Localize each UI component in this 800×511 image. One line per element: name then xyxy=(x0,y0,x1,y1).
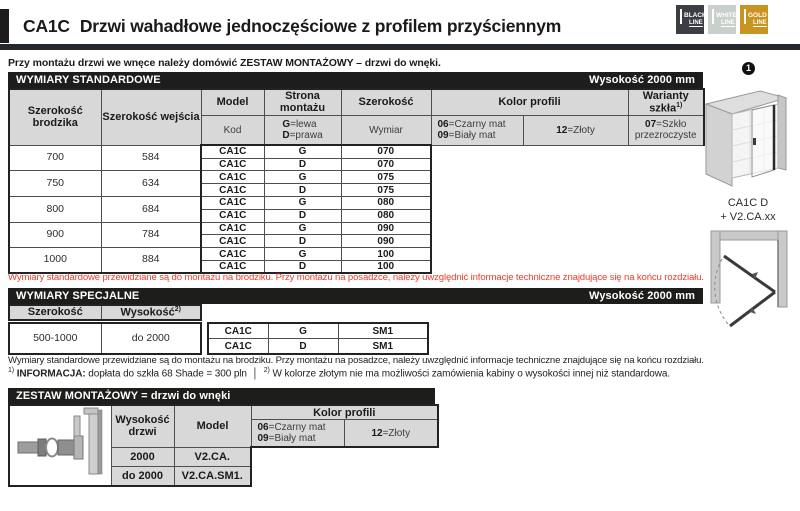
code-09: 09 xyxy=(257,433,269,445)
width-code: 075 xyxy=(341,184,431,197)
subheader-strona xyxy=(264,115,341,145)
wejscie-value: 684 xyxy=(101,197,201,223)
code-d: D xyxy=(282,130,290,142)
col-header-model: Model xyxy=(174,405,251,447)
footnote-marker: 2) xyxy=(174,306,181,314)
label-bialy-mat: =Biały mat xyxy=(268,433,316,445)
model-code: CA1C xyxy=(201,197,264,210)
door-swing-top-view-diagram xyxy=(708,228,790,345)
separator: │ xyxy=(252,368,259,380)
col-header-strona: Strona montażu xyxy=(264,89,341,115)
width-code: 070 xyxy=(341,145,431,158)
width-code: SM1 xyxy=(338,323,428,339)
door-swing-icon xyxy=(708,228,790,340)
badge-bar-icon xyxy=(680,9,682,24)
label-prawa: =prawa xyxy=(289,130,323,142)
badge-label: LINE xyxy=(689,20,703,26)
footnote-marker-1: 1) xyxy=(8,367,15,374)
width-code: 100 xyxy=(341,248,431,261)
col-header-wejscie: Szerokość wejścia xyxy=(101,89,201,145)
label-szklo: =Szkło xyxy=(656,119,687,131)
width-code: 080 xyxy=(341,209,431,222)
zestaw-section-bar xyxy=(8,388,435,404)
width-code: 090 xyxy=(341,222,431,235)
side-code: G xyxy=(264,145,341,158)
mounting-profile-drawing xyxy=(10,406,110,480)
footnote-text-2: W kolorze złotym nie ma możliwości zamówienia kabiny o wysokości innej niż standardowa. xyxy=(269,368,671,380)
brodzik-value: 750 xyxy=(9,171,101,197)
wejscie-value: 584 xyxy=(101,145,201,171)
footnote-marker-2: 2) xyxy=(263,367,270,374)
page-header xyxy=(0,9,561,43)
model-code: CA1C xyxy=(201,171,264,184)
footnote-marker: 1) xyxy=(676,102,683,110)
model-code: CA1C xyxy=(201,222,264,235)
code-g: G xyxy=(282,119,291,131)
subheader-kolor-12 xyxy=(344,420,438,448)
label-przezroczyste: przezroczyste xyxy=(634,130,697,142)
section-height-label: Wysokość 2000 mm xyxy=(589,74,695,86)
width-code: 100 xyxy=(341,261,431,274)
intro-note-bold: ZESTAW MONTAŻOWY – drzwi do wnęki. xyxy=(240,57,441,69)
wysokosc-label: Wysokość xyxy=(120,306,175,319)
intro-note-text: Przy montażu drzwi we wnęce należy domówić xyxy=(8,57,241,69)
badge-label: WHITE xyxy=(716,12,737,19)
side-code: D xyxy=(264,209,341,222)
model-code: CA1C xyxy=(201,261,264,274)
side-code: G xyxy=(264,197,341,210)
model-code: CA1C xyxy=(208,339,268,355)
label-czarny-mat: =Czarny mat xyxy=(268,422,326,434)
brodzik-value: 1000 xyxy=(9,248,101,274)
special-note: Wymiary standardowe przewidziane są do montażu na brodziku. Przy montażu na posadzce, należy uwzględnić informacje techniczne znajdujące się na końcu rozdziału. xyxy=(8,355,704,366)
side-code: D xyxy=(264,235,341,248)
label-lewa: =lewa xyxy=(290,119,317,131)
model-code: CA1C xyxy=(201,235,264,248)
col-header-model: Model xyxy=(201,89,264,115)
standard-dimensions-table xyxy=(8,88,705,274)
standard-note-red: Wymiary standardowe przewidziane są do montażu na brodziku. Przy montażu na posadzce, należy uwzględnić informacje techniczne znajdujące się na końcu rozdziału. xyxy=(8,272,704,283)
code-12: 12 xyxy=(556,124,568,136)
model-code: CA1C xyxy=(201,248,264,261)
szerokosc-value: 500-1000 xyxy=(9,323,101,354)
side-code: D xyxy=(264,261,341,274)
special-dimensions-table xyxy=(8,322,705,355)
shower-door-3d-illustration xyxy=(700,78,796,201)
product-title: Drzwi wahadłowe jednoczęściowe z profilem przyściennym xyxy=(79,15,562,36)
diagram-caption-line2: + V2.CA.xx xyxy=(720,210,776,223)
special-header-table xyxy=(8,304,704,321)
wejscie-value: 784 xyxy=(101,222,201,248)
side-code: G xyxy=(264,171,341,184)
col-header-kolor: Kolor profili xyxy=(431,89,628,115)
table-row xyxy=(9,323,704,339)
width-code: SM1 xyxy=(338,339,428,355)
table-row xyxy=(9,222,704,235)
page-title xyxy=(9,16,561,37)
col-header-wysokosc-drzwi: Wysokość drzwi xyxy=(111,405,174,447)
section-title: WYMIARY STANDARDOWE xyxy=(16,74,161,86)
model-code: CA1C xyxy=(201,158,264,171)
intro-note xyxy=(8,57,441,69)
header-divider xyxy=(0,44,800,50)
informacja-label: INFORMACJA: xyxy=(16,368,86,380)
subheader-kolor-0609 xyxy=(431,115,523,145)
diagram-caption xyxy=(700,197,796,225)
col-header-warianty xyxy=(628,89,704,115)
label-zloty: =Złoty xyxy=(567,124,595,136)
kit-model-value: V2.CA.SM1. xyxy=(174,466,251,485)
warianty-label: Warianty szkła xyxy=(642,90,689,115)
code-12: 12 xyxy=(371,427,383,439)
width-code: 090 xyxy=(341,235,431,248)
col-header-szerokosc: Szerokość xyxy=(9,305,101,320)
blackline-badge xyxy=(676,5,707,34)
badge-bar-icon xyxy=(712,9,714,24)
col-header-brodzik: Szerokość brodzika xyxy=(9,89,101,145)
diagram-caption-line1: CA1C D xyxy=(727,197,769,209)
width-code: 070 xyxy=(341,158,431,171)
wejscie-value: 884 xyxy=(101,248,201,274)
number-1-badge: 1 xyxy=(742,62,755,75)
badge-label: LINE xyxy=(721,20,735,26)
footnote-text-1: dopłata do szkła 68 Shade = 300 pln xyxy=(85,368,247,380)
width-code: 075 xyxy=(341,171,431,184)
special-section-bar xyxy=(8,288,703,304)
model-code: CA1C xyxy=(201,184,264,197)
mounting-profile-drawing-cell xyxy=(9,405,111,486)
table-header-row xyxy=(9,89,704,115)
badge-label: BLACK xyxy=(684,12,707,19)
col-header-kolor: Kolor profili xyxy=(251,405,438,420)
code-06: 06 xyxy=(437,119,449,131)
wejscie-value: 634 xyxy=(101,171,201,197)
col-header-szerokosc: Szerokość xyxy=(341,89,431,115)
section-title: ZESTAW MONTAŻOWY = drzwi do wnęki xyxy=(16,390,231,402)
brodzik-value: 700 xyxy=(9,145,101,171)
zestaw-table xyxy=(8,404,439,487)
footnote-line xyxy=(8,367,670,379)
table-header-row xyxy=(9,405,438,420)
goldline-badge xyxy=(740,5,768,34)
model-code: CA1C xyxy=(208,323,268,339)
code-06: 06 xyxy=(257,422,269,434)
model-code: CA1C xyxy=(201,209,264,222)
table-row xyxy=(9,248,704,261)
label-czarny-mat: =Czarny mat xyxy=(448,119,506,131)
shower-iso-icon xyxy=(700,78,796,196)
title-accent-bar xyxy=(0,9,9,43)
door-height-value: 2000 xyxy=(111,447,174,466)
badge-label: GOLD xyxy=(748,12,767,19)
side-code: D xyxy=(264,184,341,197)
section-height-label: Wysokość 2000 mm xyxy=(589,290,695,302)
code-09: 09 xyxy=(437,130,449,142)
table-row xyxy=(9,197,704,210)
code-07: 07 xyxy=(645,119,657,131)
standard-section-bar xyxy=(8,72,703,88)
wysokosc-value: do 2000 xyxy=(101,323,201,354)
door-height-value: do 2000 xyxy=(111,466,174,485)
product-code: CA1C xyxy=(23,15,70,36)
subheader-kolor-0609 xyxy=(251,420,344,448)
side-code: G xyxy=(264,222,341,235)
subheader-kolor-12 xyxy=(523,115,628,145)
width-code: 080 xyxy=(341,197,431,210)
badge-label: LINE xyxy=(753,20,767,26)
side-code: D xyxy=(264,158,341,171)
table-header-row xyxy=(9,305,704,320)
kit-model-value: V2.CA. xyxy=(174,447,251,466)
brand-badges xyxy=(676,5,768,34)
side-code: G xyxy=(268,323,338,339)
label-bialy-mat: =Biały mat xyxy=(448,130,496,142)
subheader-kod: Kod xyxy=(201,115,264,145)
table-row xyxy=(9,171,704,184)
whiteline-badge xyxy=(708,5,736,34)
label-zloty: =Złoty xyxy=(382,427,411,439)
col-header-wysokosc xyxy=(101,305,201,320)
subheader-wymiar: Wymiar xyxy=(341,115,431,145)
badge-bar-icon xyxy=(744,9,746,24)
model-code: CA1C xyxy=(201,145,264,158)
section-title: WYMIARY SPECJALNE xyxy=(16,290,140,302)
brodzik-value: 900 xyxy=(9,222,101,248)
subheader-szklo-07 xyxy=(628,115,704,145)
table-row xyxy=(9,145,704,158)
side-code: D xyxy=(268,339,338,355)
brodzik-value: 800 xyxy=(9,197,101,223)
side-code: G xyxy=(264,248,341,261)
